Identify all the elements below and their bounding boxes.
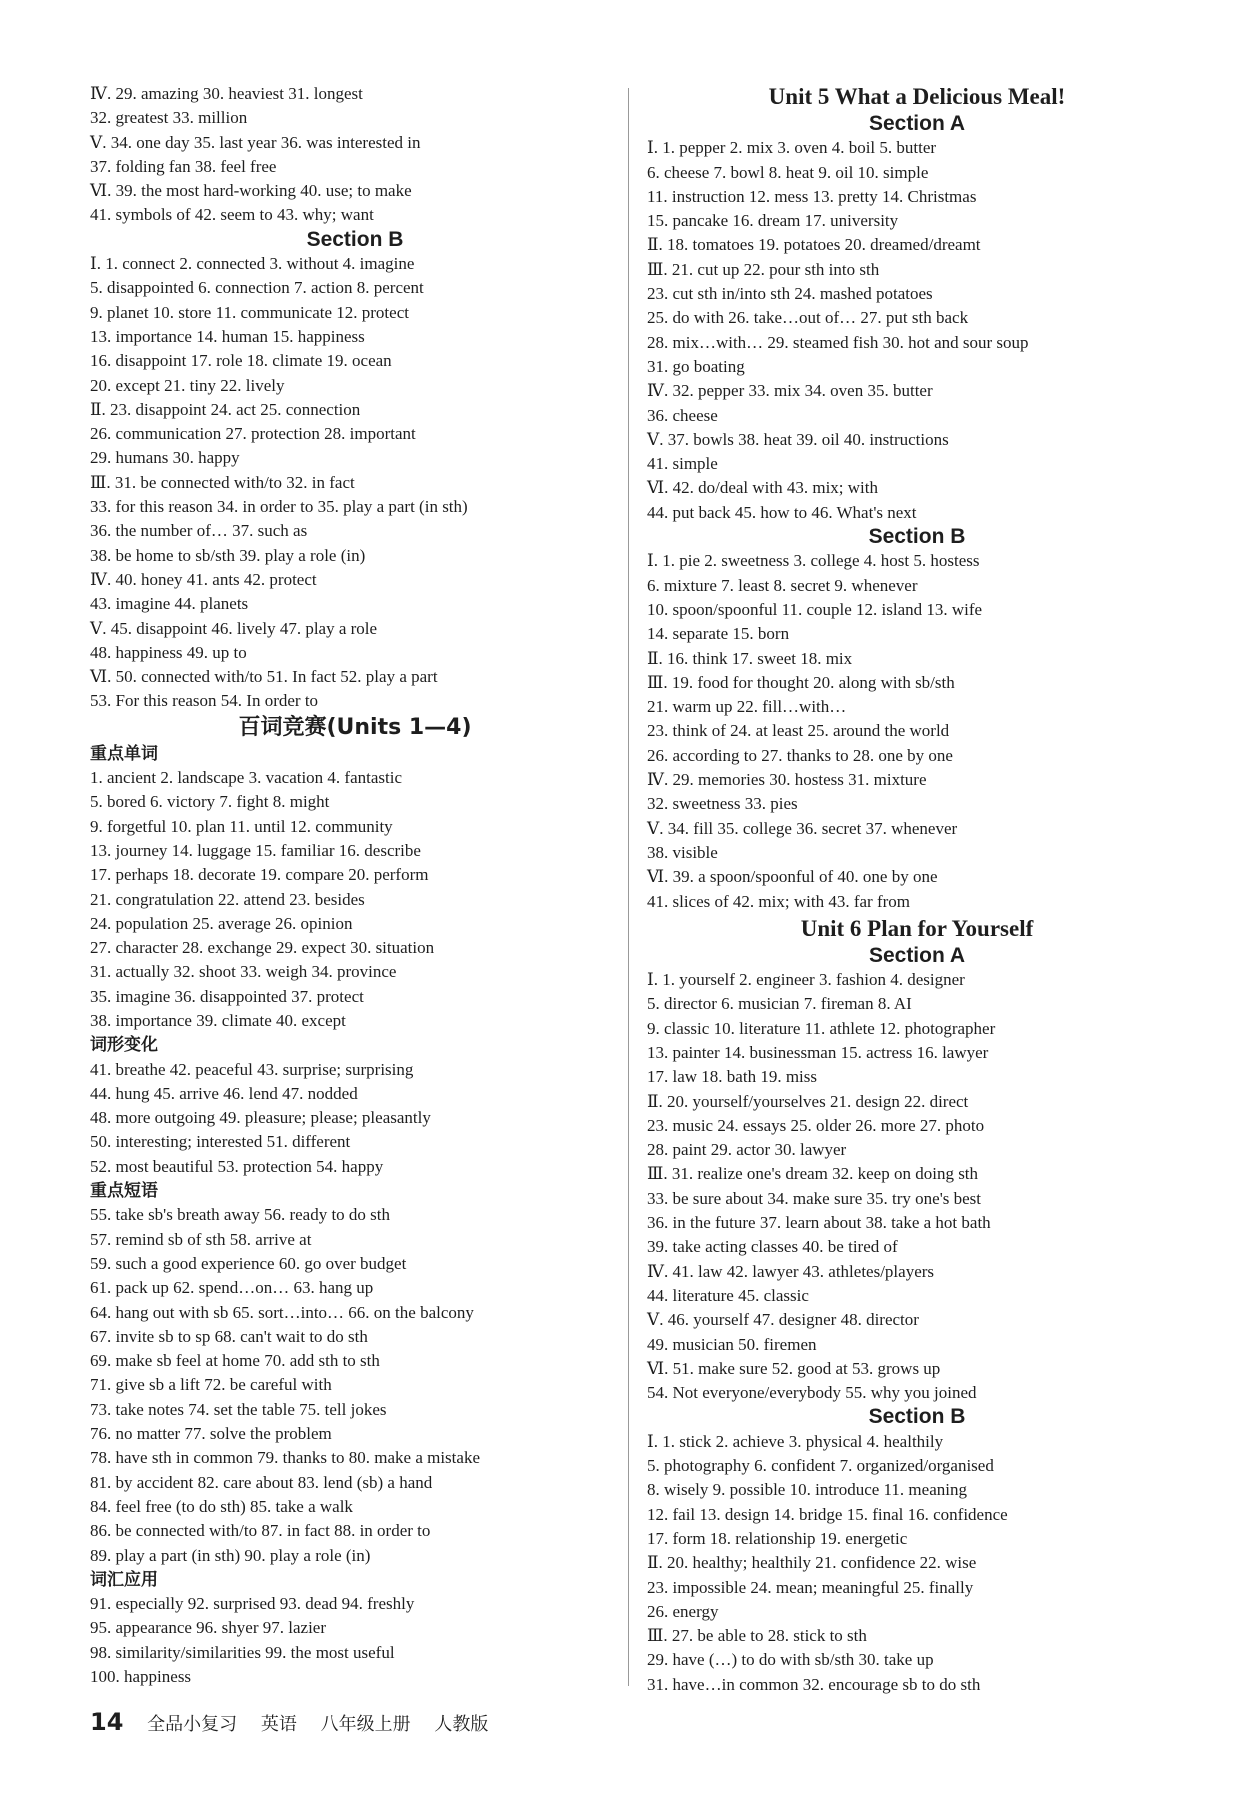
unit-heading: Unit 6 Plan for Yourself	[800, 915, 1034, 941]
answer-line: 20. except 21. tiny 22. lively	[90, 375, 285, 395]
answer-line: 35. imagine 36. disappointed 37. protect	[90, 986, 364, 1006]
answer-line: 43. imagine 44. planets	[90, 594, 249, 614]
answer-line: 23. cut sth in/into sth 24. mashed potatoes	[647, 284, 933, 304]
answer-line: 28. paint 29. actor 30. lawyer	[647, 1140, 847, 1160]
answer-line: 28. mix…with… 29. steamed fish 30. hot and sour soup	[647, 332, 1029, 352]
answer-line: 12. fail 13. design 14. bridge 15. final 16. confidence	[647, 1504, 1008, 1524]
answer-line: 26. energy	[647, 1601, 719, 1621]
section-heading: Section B	[868, 525, 966, 549]
answer-line: Ⅲ. 27. be able to 28. stick to sth	[647, 1626, 867, 1646]
answer-line: 86. be connected with/to 87. in fact 88. in order to	[90, 1521, 431, 1541]
section-heading: Section B	[868, 1405, 966, 1429]
answer-line: 23. think of 24. at least 25. around the world	[647, 721, 950, 741]
answer-line: 41. breathe 42. peaceful 43. surprise; surprising	[90, 1059, 414, 1079]
answer-line: 5. director 6. musician 7. fireman 8. AI	[647, 994, 912, 1014]
answer-line: 44. literature 45. classic	[647, 1285, 809, 1305]
answer-line: 69. make sb feel at home 70. add sth to sth	[90, 1351, 380, 1371]
answer-line: Ⅴ. 46. yourself 47. designer 48. director	[647, 1310, 919, 1330]
answer-line: Ⅰ. 1. pepper 2. mix 3. oven 4. boil 5. butter	[647, 138, 937, 158]
answer-line: 9. planet 10. store 11. communicate 12. protect	[90, 302, 409, 322]
answer-line: Ⅰ. 1. stick 2. achieve 3. physical 4. healthily	[647, 1431, 944, 1451]
answer-line: 31. actually 32. shoot 33. weigh 34. province	[90, 962, 397, 982]
section-heading: Section B	[306, 227, 404, 251]
answer-line: 89. play a part (in sth) 90. play a role (in)	[90, 1545, 371, 1565]
answer-line: 100. happiness	[90, 1667, 192, 1686]
answer-line: Ⅳ. 29. amazing 30. heaviest 31. longest	[90, 84, 363, 103]
section-heading: Section A	[868, 112, 966, 135]
answer-line: 8. wisely 9. possible 10. introduce 11. meaning	[647, 1480, 967, 1500]
answer-line: Ⅳ. 40. honey 41. ants 42. protect	[90, 569, 317, 589]
subject-name: 英语	[260, 1714, 297, 1735]
answer-line: Ⅲ. 31. realize one's dream 32. keep on doing sth	[647, 1164, 979, 1184]
edition-name: 人教版	[434, 1714, 489, 1735]
answer-line: 9. forgetful 10. plan 11. until 12. community	[90, 816, 393, 836]
answer-line: 59. such a good experience 60. go over budget	[90, 1253, 407, 1273]
answer-line: 76. no matter 77. solve the problem	[90, 1424, 332, 1444]
answer-line: 91. especially 92. surprised 93. dead 94. freshly	[90, 1594, 415, 1614]
page-number: 14	[90, 1708, 124, 1736]
answer-line: 98. similarity/similarities 99. the most useful	[90, 1642, 395, 1662]
answer-line: 78. have sth in common 79. thanks to 80. make a mistake	[90, 1448, 480, 1468]
answer-line: 27. character 28. exchange 29. expect 30. situation	[90, 938, 435, 958]
answer-line: 1. ancient 2. landscape 3. vacation 4. fantastic	[90, 768, 403, 788]
answer-line: 14. separate 15. born	[647, 624, 790, 644]
answer-line: 36. cheese	[647, 405, 718, 425]
answer-line: 53. For this reason 54. In order to	[90, 691, 319, 711]
answer-line: 54. Not everyone/everybody 55. why you joined	[647, 1383, 977, 1403]
category-heading: 词形变化	[90, 1035, 158, 1056]
answer-line: 13. painter 14. businessman 15. actress 16. lawyer	[647, 1042, 989, 1062]
answer-line: 36. in the future 37. learn about 38. take a hot bath	[647, 1213, 991, 1233]
answer-line: Ⅰ. 1. pie 2. sweetness 3. college 4. host 5. hostess	[647, 551, 980, 571]
section-heading: Section A	[868, 943, 966, 967]
answer-line: 61. pack up 62. spend…on… 63. hang up	[90, 1278, 374, 1298]
answer-line: Ⅳ. 29. memories 30. hostess 31. mixture	[647, 770, 927, 790]
answer-line: 33. for this reason 34. in order to 35. play a part (in sth)	[90, 497, 468, 517]
answer-line: 21. warm up 22. fill…with…	[647, 697, 847, 717]
answer-line: 57. remind sb of sth 58. arrive at	[90, 1229, 312, 1249]
answer-line: Ⅰ. 1. connect 2. connected 3. without 4. imagine	[90, 254, 415, 274]
answer-line: 25. do with 26. take…out of… 27. put sth back	[647, 308, 969, 328]
answer-line: 38. be home to sb/sth 39. play a role (in)	[90, 545, 366, 565]
answer-line: Ⅴ. 45. disappoint 46. lively 47. play a role	[90, 618, 378, 638]
answer-line: Ⅰ. 1. yourself 2. engineer 3. fashion 4. designer	[647, 970, 965, 990]
answer-line: Ⅴ. 34. fill 35. college 36. secret 37. whenever	[647, 818, 958, 838]
answer-line: 67. invite sb to sp 68. can't wait to do sth	[90, 1326, 368, 1346]
answer-line: Ⅲ. 31. be connected with/to 32. in fact	[90, 472, 355, 492]
answer-line: Ⅴ. 34. one day 35. last year 36. was interested in	[90, 132, 421, 152]
answer-line: 13. importance 14. human 15. happiness	[90, 326, 365, 346]
answer-line: 11. instruction 12. mess 13. pretty 14. Christmas	[647, 186, 977, 206]
answer-line: 5. disappointed 6. connection 7. action 8. percent	[90, 278, 424, 298]
answer-line: 5. bored 6. victory 7. fight 8. might	[90, 792, 330, 812]
answer-line: 49. musician 50. firemen	[647, 1334, 817, 1354]
answer-line: Ⅵ. 51. make sure 52. good at 53. grows up	[647, 1358, 941, 1378]
answer-line: Ⅳ. 41. law 42. lawyer 43. athletes/players	[647, 1261, 935, 1281]
answer-line: 10. spoon/spoonful 11. couple 12. island 13. wife	[647, 599, 983, 619]
answer-line: 32. greatest 33. million	[90, 108, 248, 128]
answer-line: 95. appearance 96. shyer 97. lazier	[90, 1618, 326, 1638]
column-divider	[628, 88, 629, 1686]
answer-line: 33. be sure about 34. make sure 35. try one's best	[647, 1188, 982, 1208]
answer-line: 31. go boating	[647, 356, 745, 376]
answer-line: Ⅵ. 50. connected with/to 51. In fact 52. play a part	[90, 667, 438, 687]
answer-line: 64. hang out with sb 65. sort…into… 66. on the balcony	[90, 1302, 474, 1322]
contest-heading: 百词竞赛(Units 1—4)	[238, 714, 472, 740]
page-footer	[90, 1706, 506, 1738]
answer-line: 17. law 18. bath 19. miss	[647, 1067, 817, 1087]
right-column	[647, 82, 1187, 1697]
answer-line: 29. humans 30. happy	[90, 448, 240, 468]
answer-line: 55. take sb's breath away 56. ready to do sth	[90, 1205, 391, 1225]
answer-line: 23. impossible 24. mean; meaningful 25. finally	[647, 1577, 974, 1597]
answer-line: Ⅱ. 20. yourself/yourselves 21. design 22. direct	[647, 1091, 969, 1111]
answer-line: 17. form 18. relationship 19. energetic	[647, 1528, 908, 1548]
answer-line: 73. take notes 74. set the table 75. tell jokes	[90, 1399, 387, 1419]
answer-line: Ⅲ. 21. cut up 22. pour sth into sth	[647, 259, 880, 279]
answer-line: 6. mixture 7. least 8. secret 9. whenever	[647, 575, 918, 595]
answer-line: 37. folding fan 38. feel free	[90, 156, 277, 176]
answer-line: 39. take acting classes 40. be tired of	[647, 1237, 898, 1257]
answer-line: Ⅱ. 16. think 17. sweet 18. mix	[647, 648, 853, 668]
answer-line: 81. by accident 82. care about 83. lend (sb) a hand	[90, 1472, 433, 1492]
answer-line: Ⅴ. 37. bowls 38. heat 39. oil 40. instructions	[647, 429, 949, 449]
series-name: 全品小复习	[147, 1714, 238, 1735]
answer-line: Ⅳ. 32. pepper 33. mix 34. oven 35. butter	[647, 381, 933, 401]
answer-line: 84. feel free (to do sth) 85. take a walk	[90, 1496, 353, 1516]
left-column	[90, 82, 620, 1689]
answer-line: 5. photography 6. confident 7. organized/organised	[647, 1456, 994, 1476]
answer-line: 41. simple	[647, 454, 718, 474]
answer-line: 6. cheese 7. bowl 8. heat 9. oil 10. simple	[647, 162, 929, 182]
answer-line: 24. population 25. average 26. opinion	[90, 913, 353, 933]
answer-line: 15. pancake 16. dream 17. university	[647, 211, 899, 231]
answer-line: 9. classic 10. literature 11. athlete 12. photographer	[647, 1018, 996, 1038]
answer-line: 29. have (…) to do with sb/sth 30. take up	[647, 1650, 934, 1670]
answer-line: Ⅲ. 19. food for thought 20. along with sb/sth	[647, 672, 955, 692]
answer-line: 48. more outgoing 49. pleasure; please; pleasantly	[90, 1108, 431, 1128]
answer-line: Ⅱ. 23. disappoint 24. act 25. connection	[90, 399, 361, 419]
answer-line: 48. happiness 49. up to	[90, 642, 247, 662]
answer-line: 23. music 24. essays 25. older 26. more 27. photo	[647, 1115, 985, 1135]
answer-line: 41. slices of 42. mix; with 43. far from	[647, 891, 910, 911]
answer-line: 41. symbols of 42. seem to 43. why; want	[90, 205, 374, 225]
answer-line: 17. perhaps 18. decorate 19. compare 20. perform	[90, 865, 429, 885]
answer-line: 31. have…in common 32. encourage sb to do sth	[647, 1674, 981, 1694]
answer-line: 38. visible	[647, 842, 718, 862]
answer-line: Ⅵ. 42. do/deal with 43. mix; with	[647, 478, 879, 498]
answer-line: 21. congratulation 22. attend 23. besides	[90, 889, 365, 909]
answer-line: 16. disappoint 17. role 18. climate 19. ocean	[90, 351, 392, 371]
answer-line: 13. journey 14. luggage 15. familiar 16. describe	[90, 840, 421, 860]
answer-line: Ⅱ. 18. tomatoes 19. potatoes 20. dreamed/dreamt	[647, 235, 981, 255]
answer-line: 52. most beautiful 53. protection 54. happy	[90, 1156, 384, 1176]
answer-line: 38. importance 39. climate 40. except	[90, 1010, 346, 1030]
answer-line: 50. interesting; interested 51. different	[90, 1132, 351, 1152]
category-heading: 重点短语	[90, 1181, 158, 1202]
unit-heading: Unit 5 What a Delicious Meal!	[768, 84, 1066, 109]
answer-line: 71. give sb a lift 72. be careful with	[90, 1375, 332, 1395]
answer-line: 44. put back 45. how to 46. What's next	[647, 502, 917, 522]
category-heading: 重点单词	[90, 743, 158, 764]
answer-line: 44. hung 45. arrive 46. lend 47. nodded	[90, 1083, 358, 1103]
category-heading: 词汇应用	[90, 1569, 158, 1590]
answer-line: 36. the number of… 37. such as	[90, 521, 308, 541]
answer-line: Ⅵ. 39. a spoon/spoonful of 40. one by one	[647, 867, 938, 887]
answer-line: Ⅵ. 39. the most hard-working 40. use; to make	[90, 181, 412, 201]
answer-line: 26. according to 27. thanks to 28. one by one	[647, 745, 953, 765]
answer-line: Ⅱ. 20. healthy; healthily 21. confidence 22. wise	[647, 1553, 977, 1573]
answer-line: 26. communication 27. protection 28. important	[90, 424, 416, 444]
grade-name: 八年级上册	[320, 1714, 411, 1735]
answer-line: 32. sweetness 33. pies	[647, 794, 798, 814]
